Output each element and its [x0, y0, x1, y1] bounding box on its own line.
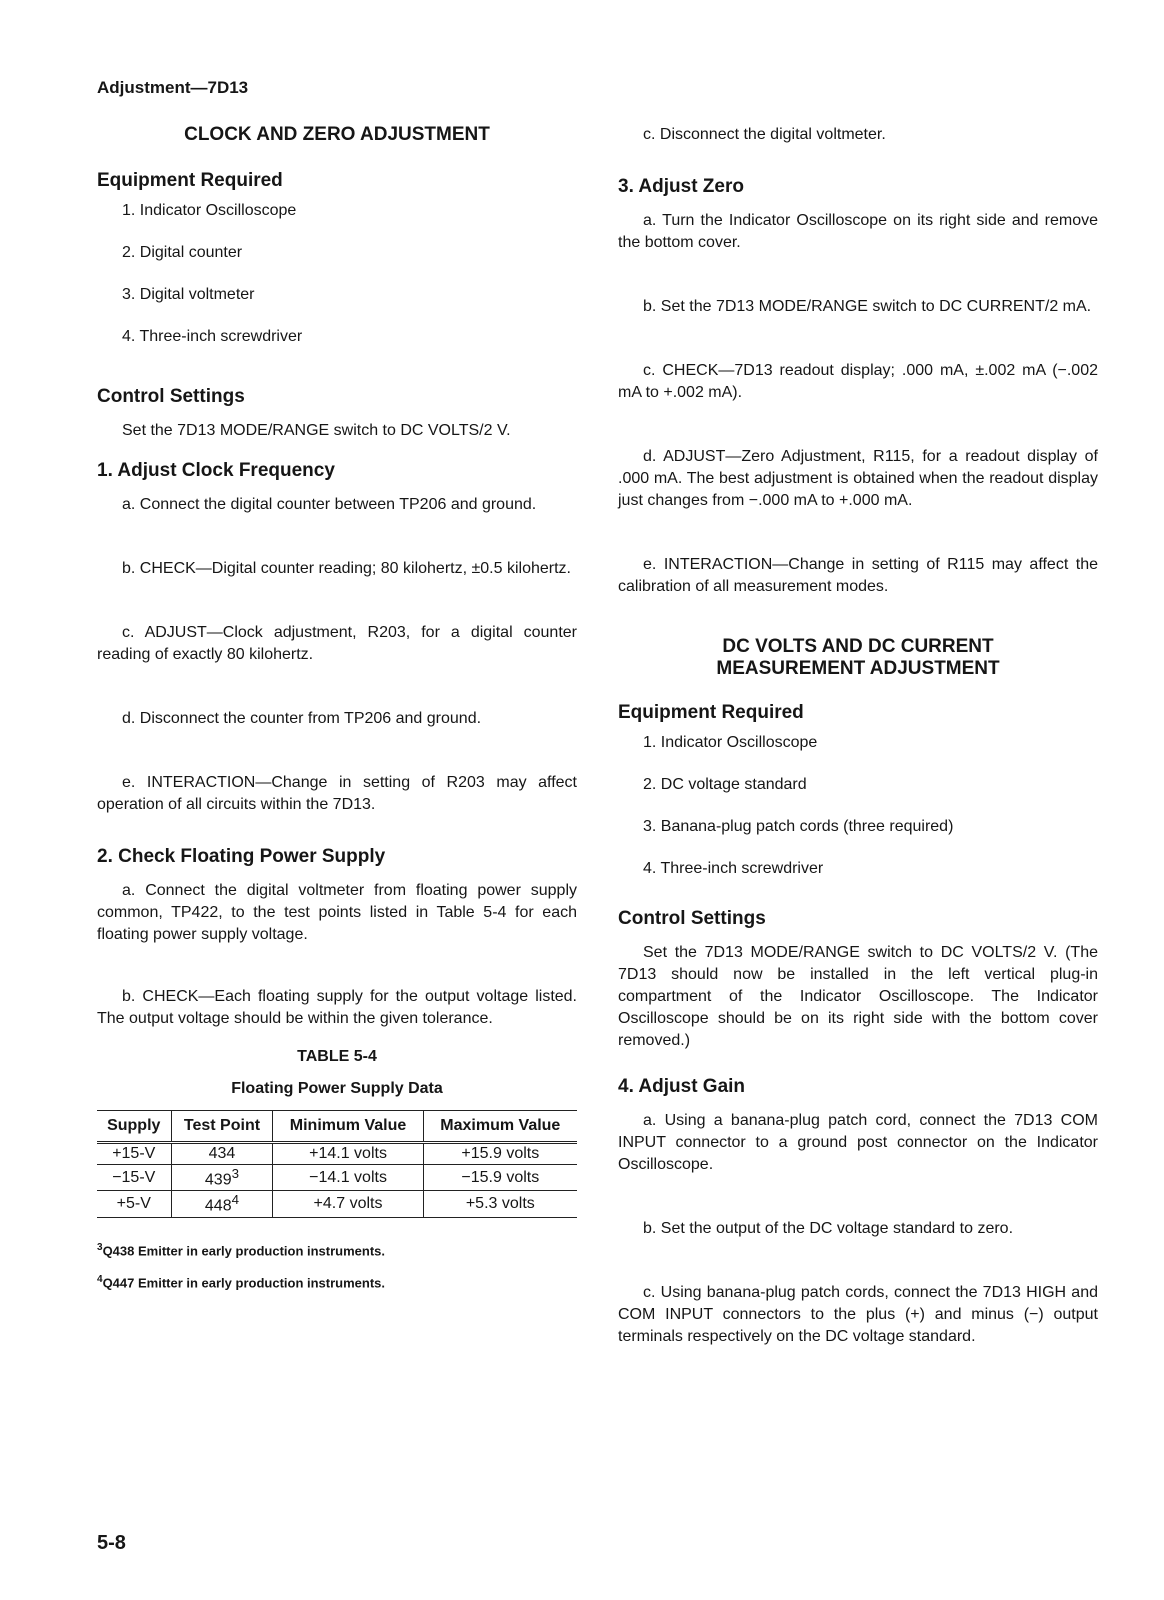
table-header-cell: Supply	[97, 1111, 171, 1143]
step3-b: b. Set the 7D13 MODE/RANGE switch to DC CURRENT/2 mA.	[643, 298, 1092, 315]
control-settings-heading: Control Settings	[618, 908, 766, 929]
table-title: Floating Power Supply Data	[231, 1080, 443, 1097]
step1-b: b. CHECK—Digital counter reading; 80 kilohertz, ±0.5 kilohertz.	[122, 560, 571, 577]
table-cell-supply: −15-V	[97, 1165, 171, 1191]
table-cell-supply: +15-V	[97, 1143, 171, 1165]
footnote	[97, 1242, 577, 1258]
footnote	[97, 1274, 577, 1290]
step4-b: b. Set the output of the DC voltage standard to zero.	[643, 1220, 1014, 1237]
step3-d: d. ADJUST—Zero Adjustment, R115, for a readout display of .000 mA. The best adjustment is obtained when the readout display just changes from −.000 mA to +.000 mA.	[618, 448, 1098, 509]
equipment-item: 3. Banana-plug patch cords (three required)	[643, 818, 954, 835]
step3-a: a. Turn the Indicator Oscilloscope on its right side and remove the bottom cover.	[618, 212, 1098, 251]
section-title-clock-zero: CLOCK AND ZERO ADJUSTMENT	[184, 124, 490, 145]
table-cell-test-point	[171, 1143, 273, 1165]
control-settings-text: Set the 7D13 MODE/RANGE switch to DC VOLTS/2 V. (The 7D13 should now be installed in the left vertical plug-in compartment of the Indicator Oscilloscope. The Indicator Oscilloscope should be on its right side with the bottom cover removed.)	[618, 944, 1098, 1049]
equipment-item: 3. Digital voltmeter	[122, 286, 255, 303]
table-cell-supply: +5-V	[97, 1191, 171, 1217]
control-settings-heading: Control Settings	[97, 386, 245, 407]
step1-heading: 1. Adjust Clock Frequency	[97, 460, 335, 481]
table-header-cell: Maximum Value	[423, 1111, 577, 1143]
equipment-item: 4. Three-inch screwdriver	[643, 860, 824, 877]
footnote-text: Q438 Emitter in early production instruments.	[102, 1242, 386, 1258]
equipment-item: 2. Digital counter	[122, 244, 243, 261]
table-row	[97, 1165, 577, 1191]
table-header-cell: Test Point	[171, 1111, 273, 1143]
table-cell-max: −15.9 volts	[423, 1165, 577, 1191]
table-number: TABLE 5-4	[297, 1048, 377, 1065]
equipment-item: 2. DC voltage standard	[643, 776, 807, 793]
page-number: 5-8	[97, 1532, 126, 1554]
footnote-marker: 3	[231, 1166, 240, 1181]
table-cell-min: +14.1 volts	[273, 1143, 423, 1165]
table-cell-max: +5.3 volts	[423, 1191, 577, 1217]
step2-heading: 2. Check Floating Power Supply	[97, 846, 386, 867]
table-cell-test-point	[171, 1191, 273, 1217]
step3-e: e. INTERACTION—Change in setting of R115 may affect the calibration of all measurement modes.	[618, 556, 1098, 595]
step1-c: c. ADJUST—Clock adjustment, R203, for a digital counter reading of exactly 80 kilohertz.	[97, 624, 577, 663]
footnote-text: Q447 Emitter in early production instruments.	[102, 1275, 386, 1291]
test-point-value: 448	[204, 1197, 232, 1215]
equipment-item: 1. Indicator Oscilloscope	[122, 202, 297, 219]
step2-b: b. CHECK—Each floating supply for the output voltage listed. The output voltage should be within the given tolerance.	[97, 988, 577, 1027]
left-column	[97, 122, 577, 1290]
running-head: Adjustment—7D13	[97, 78, 249, 97]
table-cell-test-point	[171, 1165, 273, 1191]
step1-a: a. Connect the digital counter between TP206 and ground.	[122, 496, 537, 513]
step4-a: a. Using a banana-plug patch cord, connect the 7D13 COM INPUT connector to a ground post connector on the Indicator Oscilloscope.	[618, 1112, 1098, 1173]
step1-e: e. INTERACTION—Change in setting of R203 may affect operation of all circuits within the 7D13.	[97, 774, 577, 813]
step3-heading: 3. Adjust Zero	[618, 176, 744, 197]
footnote-marker: 4	[231, 1192, 240, 1208]
footnote-mark: 4	[97, 1273, 103, 1285]
equipment-heading: Equipment Required	[97, 170, 283, 191]
section-title-dc-volts-line1: DC VOLTS AND DC CURRENT	[722, 636, 994, 657]
table-cell-max: +15.9 volts	[423, 1143, 577, 1165]
table-cell-min: +4.7 volts	[273, 1191, 423, 1217]
section-title-dc-volts-line2: MEASUREMENT ADJUSTMENT	[716, 658, 1000, 679]
right-column	[618, 122, 1098, 1348]
test-point-value: 439	[204, 1171, 232, 1189]
test-point-value: 434	[208, 1145, 236, 1162]
equipment-heading: Equipment Required	[618, 702, 804, 723]
step4-heading: 4. Adjust Gain	[618, 1076, 746, 1097]
step3-c: c. CHECK—7D13 readout display; .000 mA, ±.002 mA (−.002 mA to +.002 mA).	[618, 362, 1098, 401]
equipment-item: 1. Indicator Oscilloscope	[643, 734, 818, 751]
table-header-row	[97, 1111, 577, 1143]
table-row	[97, 1143, 577, 1165]
table-header-cell: Minimum Value	[273, 1111, 423, 1143]
step2-c: c. Disconnect the digital voltmeter.	[643, 126, 886, 143]
step2-a: a. Connect the digital voltmeter from floating power supply common, TP422, to the test points listed in Table 5-4 for each floating power supply voltage.	[97, 882, 577, 943]
equipment-item: 4. Three-inch screwdriver	[122, 328, 303, 345]
control-settings-text: Set the 7D13 MODE/RANGE switch to DC VOLTS/2 V.	[122, 422, 511, 439]
step1-d: d. Disconnect the counter from TP206 and ground.	[122, 710, 482, 727]
table-cell-min: −14.1 volts	[273, 1165, 423, 1191]
step4-c: c. Using banana-plug patch cords, connect the 7D13 HIGH and COM INPUT connectors to the plus (+) and minus (−) output terminals respectively on the DC voltage standard.	[618, 1284, 1098, 1345]
table-row	[97, 1191, 577, 1217]
footnote-mark: 3	[97, 1241, 103, 1253]
floating-power-supply-table	[97, 1110, 577, 1218]
